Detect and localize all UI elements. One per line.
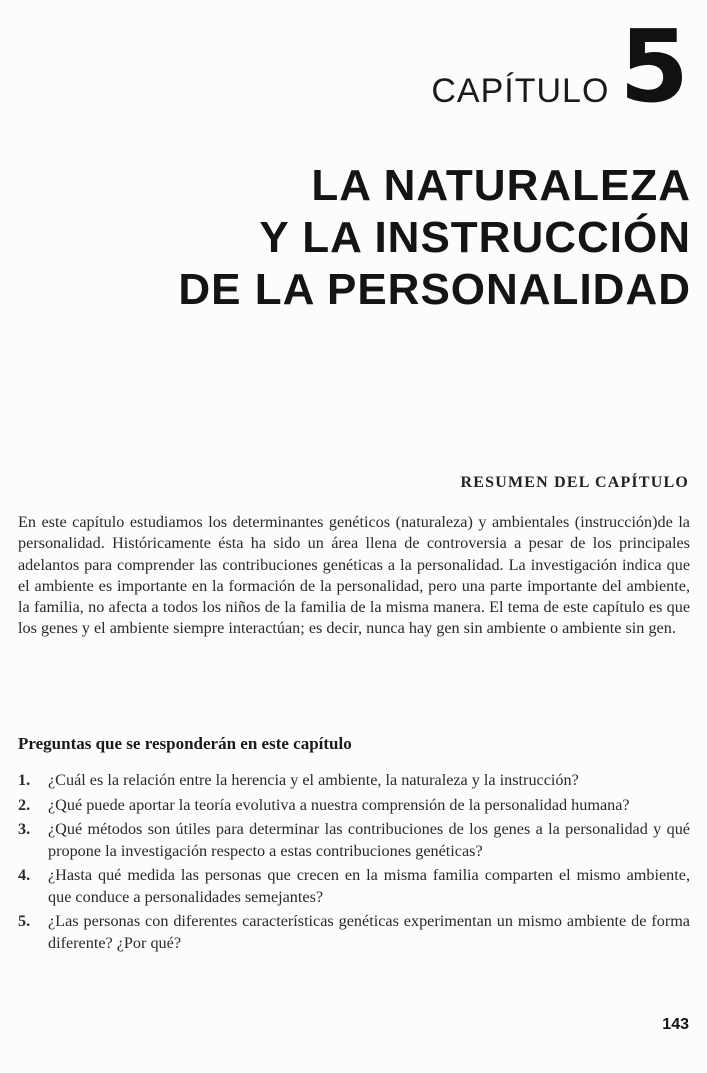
- question-text: ¿Hasta qué medida las personas que crecen en la misma familia comparten el mismo ambiente, que conduce a personalidades semejantes?: [48, 866, 690, 906]
- question-text: ¿Qué puede aportar la teoría evolutiva a nuestra comprensión de la personalidad humana?: [48, 795, 630, 814]
- question-item: [18, 865, 690, 908]
- chapter-number: 5: [619, 8, 689, 125]
- summary-paragraph: En este capítulo estudiamos los determinantes genéticos (naturaleza) y ambientales (instrucción)de la personalidad. Históricamente ésta ha sido un área llena de controversia a pesar de los principales adelantos para comprender las contribuciones genéticas a la personalidad. La investigación indica que el ambiente es importante en la formación de la personalidad, pero una parte importante del ambiente, la familia, no afecta a todos los niños de la familia de la misma manera. El tema de este capítulo es que los genes y el ambiente siempre interactúan; es decir, nunca hay gen sin ambiente o ambiente sin gen.: [18, 513, 690, 638]
- page-number: 143: [662, 1016, 689, 1033]
- question-item: [18, 770, 690, 792]
- question-item: [18, 819, 690, 862]
- question-text: ¿Cuál es la relación entre la herencia y el ambiente, la naturaleza y la instrucción?: [48, 771, 579, 789]
- question-text: ¿Las personas con diferentes características genéticas experimentan un mismo ambiente de forma diferente? ¿Por qué?: [48, 912, 690, 952]
- chapter-title-line-1: LA NATURALEZA: [311, 161, 691, 210]
- question-text: ¿Qué métodos son útiles para determinar las contribuciones de los genes a la personalidad y qué propone la investigación respecto a estas contribuciones genéticas?: [48, 820, 690, 860]
- question-number: 3.: [18, 820, 31, 838]
- question-item: [18, 911, 690, 954]
- question-number: 1.: [18, 771, 31, 789]
- questions-list: [18, 770, 690, 957]
- question-number: 5.: [18, 912, 31, 930]
- chapter-label: CAPÍTULO: [431, 72, 610, 110]
- question-item: [18, 795, 690, 817]
- chapter-title-line-3: DE LA PERSONALIDAD: [178, 265, 691, 314]
- chapter-title-line-2: Y LA INSTRUCCIÓN: [259, 213, 691, 262]
- chapter-header: [431, 8, 689, 125]
- question-number: 2.: [18, 795, 31, 814]
- question-number: 4.: [18, 866, 31, 884]
- summary-heading: RESUMEN DEL CAPÍTULO: [460, 474, 689, 491]
- chapter-title: [178, 160, 691, 316]
- questions-heading: Preguntas que se responderán en este capítulo: [18, 734, 352, 753]
